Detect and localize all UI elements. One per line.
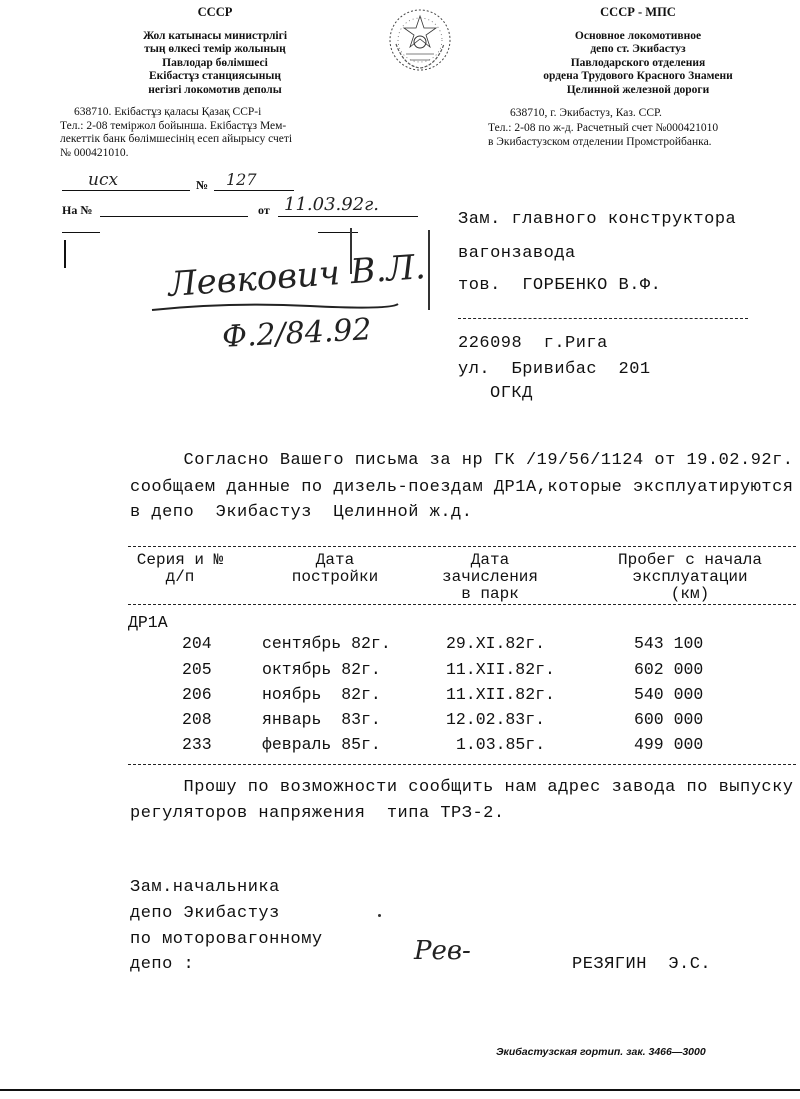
row-3-mileage: 540 000 — [634, 685, 704, 704]
header-mileage — [600, 552, 780, 603]
date-line — [278, 216, 418, 217]
postal-line-2: ул. Бривибас 201 — [458, 360, 651, 379]
header-mileage-line-2: эксплуатации — [632, 568, 748, 586]
addressee-line-3: тов. ГОРБЕНКО В.Ф. — [458, 276, 662, 295]
header-built — [270, 552, 400, 586]
bottom-rule — [0, 1089, 800, 1091]
letterhead-right-address-1: 638710, г. Экибастуз, Каз. ССР. — [510, 107, 662, 119]
handwritten-name: Левкович В.Л. — [166, 247, 427, 305]
postal-line-1: 226098 г.Рига — [458, 334, 608, 353]
letterhead-left-address-4: № 000421010. — [60, 146, 129, 159]
header-enrolled-line-1: Дата — [470, 551, 510, 569]
margin-mark-right — [428, 230, 430, 310]
letterhead-right — [488, 6, 788, 150]
letterhead-left-address-1: 638710. Екібастұз қаласы Қазақ ССР-і — [74, 106, 262, 118]
signature-title-1: Зам.начальника — [130, 878, 280, 897]
signature-title-4: депо : — [130, 955, 195, 974]
handwritten-date: 11.03.92г. — [284, 194, 379, 215]
intro-line-2: сообщаем данные по дизель-поездам ДР1А,которые эксплуатируются — [130, 478, 794, 497]
row-1-built: сентябрь 82г. — [262, 634, 391, 653]
number-line — [214, 190, 294, 191]
letterhead-right-org-5: Целинной железной дороги — [566, 83, 710, 96]
row-5-no: 233 — [182, 735, 212, 754]
addressee-line-1: Зам. главного конструктора — [458, 210, 737, 229]
postal-line-3: ОГКД — [490, 384, 533, 403]
header-built-line-2: постройки — [291, 568, 379, 586]
number-label: № — [196, 178, 209, 192]
header-series-line-1: Серия и № — [136, 551, 224, 569]
row-2-no: 205 — [182, 660, 212, 679]
row-5-mileage: 499 000 — [634, 735, 704, 754]
letterhead-right-org-4: ордена Трудового Красного Знамени — [543, 70, 733, 82]
letterhead-left-org-2: тың өлкесі темір жолының — [144, 43, 286, 55]
signer-name: РЕЗЯГИН Э.С. — [572, 955, 712, 974]
signature-title-2: депо Экибастуз — [130, 904, 280, 923]
handwritten-signature: Рев- — [414, 936, 471, 966]
table-header-rule — [128, 604, 796, 605]
margin-mark-left — [64, 240, 66, 268]
table-bottom-rule — [128, 764, 796, 765]
series-name: ДР1А — [128, 613, 168, 632]
row-3-no: 206 — [182, 685, 212, 704]
row-2-built: октябрь 82г. — [262, 660, 381, 679]
row-1-enrolled: 29.XI.82г. — [446, 634, 546, 653]
signature-title-3: по моторовагонному — [130, 930, 323, 949]
row-4-enrolled: 12.02.83г. — [446, 710, 546, 729]
letterhead-left-org-3: Павлодар бөлімшесі — [162, 56, 268, 69]
row-4-no: 208 — [182, 710, 212, 729]
header-series — [120, 552, 240, 586]
letterhead-left-address-3: лекеттік банк бөлімшесінің есеп айырысу счеті — [60, 133, 293, 145]
row-4-built: январь 83г. — [262, 710, 381, 729]
row-4-mileage: 600 000 — [634, 710, 704, 729]
row-2-mileage: 602 000 — [634, 660, 704, 679]
row-5-enrolled: 1.03.85г. — [456, 735, 546, 754]
request-line-1: Прошу по возможности сообщить нам адрес завода по выпуску — [130, 778, 794, 797]
handwritten-mark: Ф.2/84.92 — [221, 312, 373, 355]
header-enrolled-line-2: зачисления — [441, 568, 538, 586]
header-mileage-line-1: Пробег с начала — [617, 551, 763, 569]
date-label: от — [258, 203, 270, 217]
row-1-no: 204 — [182, 634, 212, 653]
on-number-line — [100, 216, 248, 217]
row-3-enrolled: 11.XII.82г. — [446, 685, 555, 704]
header-enrolled-line-3: в парк — [461, 585, 519, 603]
addressee-divider — [458, 318, 748, 319]
outgoing-line — [62, 190, 190, 191]
header-series-line-2: д/п — [165, 568, 195, 586]
letterhead-left-address — [60, 106, 370, 160]
stray-dot — [378, 914, 381, 917]
intro-line-3: в депо Экибастуз Целинной ж.д. — [130, 503, 473, 522]
letterhead-right-address-2: Тел.: 2-08 по ж-д. Расчетный счет №000421010 — [488, 121, 719, 134]
header-enrolled — [420, 552, 560, 603]
header-built-line-1: Дата — [315, 551, 355, 569]
on-number-label: На № — [62, 203, 93, 217]
letterhead-left-org-5: негізгі локомотив деполы — [148, 83, 282, 96]
letterhead-right-country: СССР - МПС — [600, 5, 676, 19]
letterhead-left-org-4: Екібастұз станциясының — [148, 70, 282, 82]
letterhead-right-org-3: Павлодарского отделения — [570, 56, 706, 69]
row-2-enrolled: 11.XII.82г. — [446, 660, 555, 679]
printer-imprint: Экибастузская гортип. зак. 3466—3000 — [496, 1046, 706, 1058]
letterhead-left — [60, 6, 370, 160]
handwritten-number: 127 — [226, 170, 257, 189]
letterhead-left-country: СССР — [197, 5, 233, 19]
blank-line-left — [62, 232, 100, 233]
row-1-mileage: 543 100 — [634, 634, 704, 653]
table-top-rule — [128, 546, 796, 547]
row-3-built: ноябрь 82г. — [262, 685, 381, 704]
row-5-built: февраль 85г. — [262, 735, 381, 754]
letterhead-right-address-3: в Экибастузском отделении Промстройбанка. — [488, 136, 712, 148]
letterhead-left-org-1: Жол катынасы министрлігі — [142, 29, 288, 42]
letterhead-left-address-2: Тел.: 2-08 теміржол бойынша. Екібастұз Мем- — [60, 119, 287, 132]
header-mileage-line-3: (км) — [670, 585, 710, 603]
handwritten-outgoing: исх — [88, 170, 119, 190]
request-line-2: регуляторов напряжения типа ТРЗ-2. — [130, 804, 505, 823]
state-emblem-icon — [384, 4, 456, 76]
letterhead-right-address — [488, 106, 788, 150]
intro-line-1: Согласно Вашего письма за нр ГК /19/56/1124 от 19.02.92г. — [130, 451, 794, 470]
letterhead-right-org-2: депо ст. Экибастуз — [590, 43, 686, 55]
addressee-line-2: вагонзавода — [458, 244, 576, 263]
letterhead-right-org-1: Основное локомотивное — [574, 29, 702, 42]
blank-line-right — [318, 232, 358, 233]
